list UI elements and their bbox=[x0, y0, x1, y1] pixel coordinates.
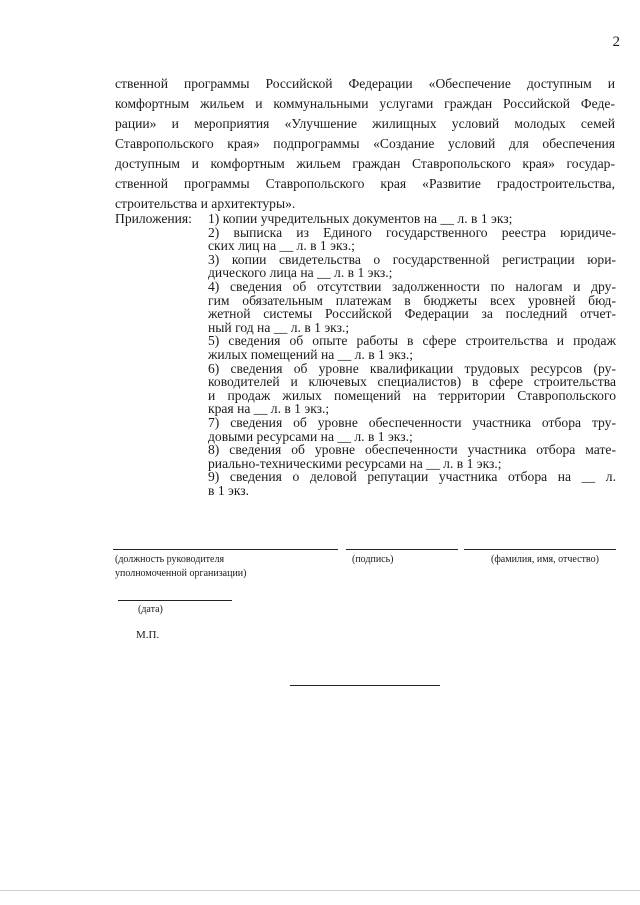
attachment-line: ный год на __ л. в 1 экз.; bbox=[208, 319, 350, 335]
attachment-line: дического лица на __ л. в 1 экз.; bbox=[208, 265, 393, 281]
attachment-line: 4) сведения об отсутствии задолженности по налогам и дру- bbox=[208, 278, 616, 294]
intro-line: рации» и мероприятия «Улучшение жилищных условий молодых семей bbox=[115, 116, 615, 131]
intro-line: ственной программы Российской Федерации «Обеспечение доступным и bbox=[115, 76, 615, 91]
attachment-line: довыми ресурсами на __ л. в 1 экз.; bbox=[208, 428, 413, 444]
name-signature-line bbox=[464, 549, 616, 550]
full-name-caption: (фамилия, имя, отчество) bbox=[491, 554, 599, 565]
signature-caption: (подпись) bbox=[352, 554, 394, 565]
attachment-line: ководителей и ключевых специалистов) в сфере строительства bbox=[208, 374, 616, 390]
attachments-list bbox=[208, 212, 616, 497]
page-number: 2 bbox=[612, 34, 620, 50]
intro-paragraph bbox=[115, 74, 615, 214]
attachment-line: 3) копии свидетельства о государственной регистрации юри- bbox=[208, 251, 616, 267]
closing-divider bbox=[290, 685, 440, 686]
date-caption: (дата) bbox=[138, 604, 163, 615]
page-bottom-edge bbox=[0, 890, 640, 891]
attachment-line: края на __ л. в 1 экз.; bbox=[208, 401, 330, 417]
attachment-line: 2) выписка из Единого государственного реестра юридиче- bbox=[208, 224, 616, 240]
position-signature-line bbox=[113, 549, 338, 550]
organization-caption: уполномоченной организации) bbox=[115, 568, 247, 579]
attachment-line: гим обязательным платежам в бюджеты всех уровней бюд- bbox=[208, 292, 616, 308]
position-caption: (должность руководителя bbox=[115, 554, 225, 565]
intro-line: комфортным жильем и коммунальными услугами граждан Российской Феде- bbox=[115, 96, 615, 111]
intro-line: ственной программы Ставропольского края «Развитие градостроительства, bbox=[115, 176, 615, 191]
attachment-line: и продаж жилых помещений на территории Ставропольского bbox=[208, 387, 616, 403]
attachment-line: 1) копии учредительных документов на __ л. в 1 экз; bbox=[208, 211, 513, 226]
attachment-line: в 1 экз. bbox=[208, 482, 250, 498]
intro-line: доступным и комфортным жильем граждан Ставропольского края» государ- bbox=[115, 156, 615, 171]
attachment-line: 7) сведения об уровне обеспеченности участника отбора тру- bbox=[208, 414, 616, 430]
attachment-line: жетной системы Российской Федерации за последний отчет- bbox=[208, 306, 616, 322]
attachment-line: 6) сведения об уровне квалификации трудовых ресурсов (ру- bbox=[208, 360, 616, 376]
intro-line: строительства и архитектуры». bbox=[115, 196, 296, 211]
date-line bbox=[118, 600, 232, 601]
attachment-line: 8) сведения об уровне обеспеченности участника отбора мате- bbox=[208, 442, 616, 458]
attachment-line: жилых помещений на __ л. в 1 экз.; bbox=[208, 346, 414, 362]
attachment-line: риально-техническими ресурсами на __ л. в 1 экз.; bbox=[208, 455, 502, 471]
stamp-label: М.П. bbox=[136, 629, 160, 641]
intro-line: Ставропольского края» подпрограммы «Создание условий для обеспечения bbox=[115, 136, 615, 151]
attachment-line: 9) сведения о деловой репутации участника отбора на __ л. bbox=[208, 469, 616, 485]
attachment-line: 5) сведения об опыте работы в сфере строительства и продаж bbox=[208, 333, 616, 349]
signature-line bbox=[346, 549, 458, 550]
attachments-label: Приложения: bbox=[115, 211, 192, 226]
attachment-line: ских лиц на __ л. в 1 экз.; bbox=[208, 238, 355, 254]
